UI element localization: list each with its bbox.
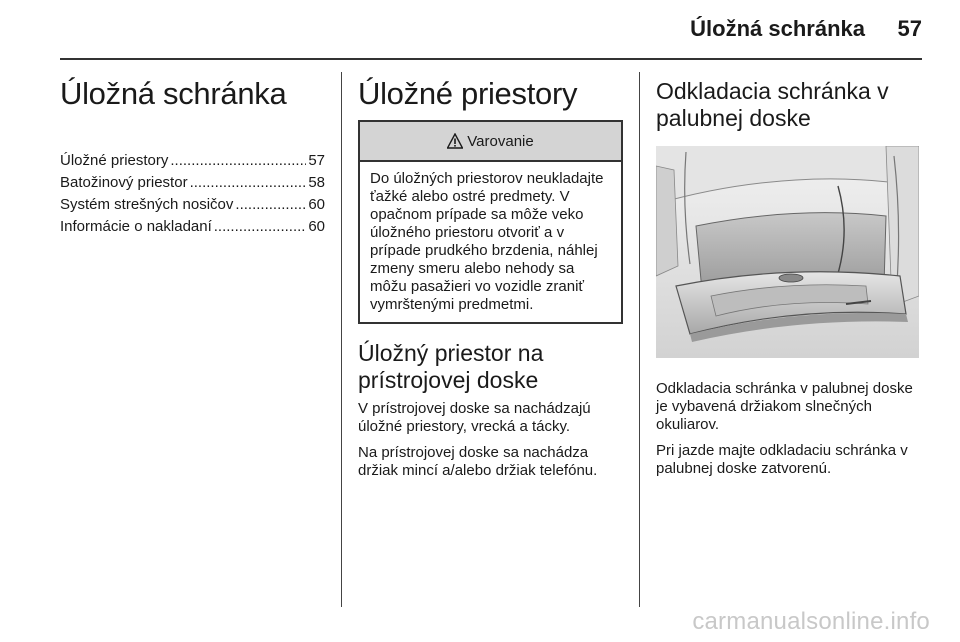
storage-column [358,76,623,488]
toc-entry-title: Úložné priestory [60,152,169,169]
body-paragraph: Pri jazde majte odkladaciu schránka v palubnej doske zatvorenú. [656,442,908,477]
chapter-title: Úložná schránka [60,76,287,111]
toc-entry[interactable] [60,172,325,194]
toc-entry[interactable] [60,194,325,216]
toc-entry-page: 60 [308,218,325,235]
toc-entry-title: Batožinový priestor [60,174,188,191]
section-title: Úložné priestory [358,76,578,111]
toc-entry-title: Systém strešných nosičov [60,196,234,213]
column-divider-1 [341,72,342,607]
warning-header [360,122,621,162]
body-paragraph: Odkladacia schránka v palubnej doske je vybavená držiakom slnečných okuliarov. [656,380,913,433]
toc-entry[interactable] [60,216,325,238]
column-divider-2 [639,72,640,607]
warning-label: Varovanie [467,132,534,150]
body-paragraph: V prístrojovej doske sa nachádzajú úložné priestory, vrecká a tácky. [358,400,591,435]
running-header-title: Úložná schránka [690,16,865,41]
table-of-contents [60,150,325,238]
toc-leader [214,216,307,238]
toc-entry-title: Informácie o nakladaní [60,218,212,235]
glovebox-photo [656,146,919,358]
toc-leader [190,172,307,194]
warning-box [358,120,623,324]
toc-leader [235,194,306,216]
toc-leader [170,150,306,172]
toc-entry-page: 60 [308,196,325,213]
watermark-text: carmanualsonline.info [692,608,930,635]
page-number: 57 [897,16,922,41]
toc-column [60,76,325,238]
body-paragraph: Na prístrojovej doske sa nachádza držiak mincí a/alebo držiak telefónu. [358,444,598,479]
warning-text: Do úložných priestorov neukladajte ťažké alebo ostré predmety. V opačnom prípade sa môže veko úložného priestoru otvoriť a v prípade prudkého brzdenia, náhlej zmeny smeru alebo nehody sa môžu pasažieri vo vozidle zraniť vymrštenými predmetmi. [370,170,604,313]
warning-triangle-icon [447,133,463,149]
toc-entry-page: 57 [308,152,325,169]
subsection-title: Úložný priestor na prístrojovej doske [358,340,544,393]
section-title: Odkladacia schránka v palubnej doske [656,78,889,131]
toc-entry[interactable] [60,150,325,172]
header-rule [60,58,922,60]
glovebox-column [656,78,921,486]
toc-entry-page: 58 [308,174,325,191]
